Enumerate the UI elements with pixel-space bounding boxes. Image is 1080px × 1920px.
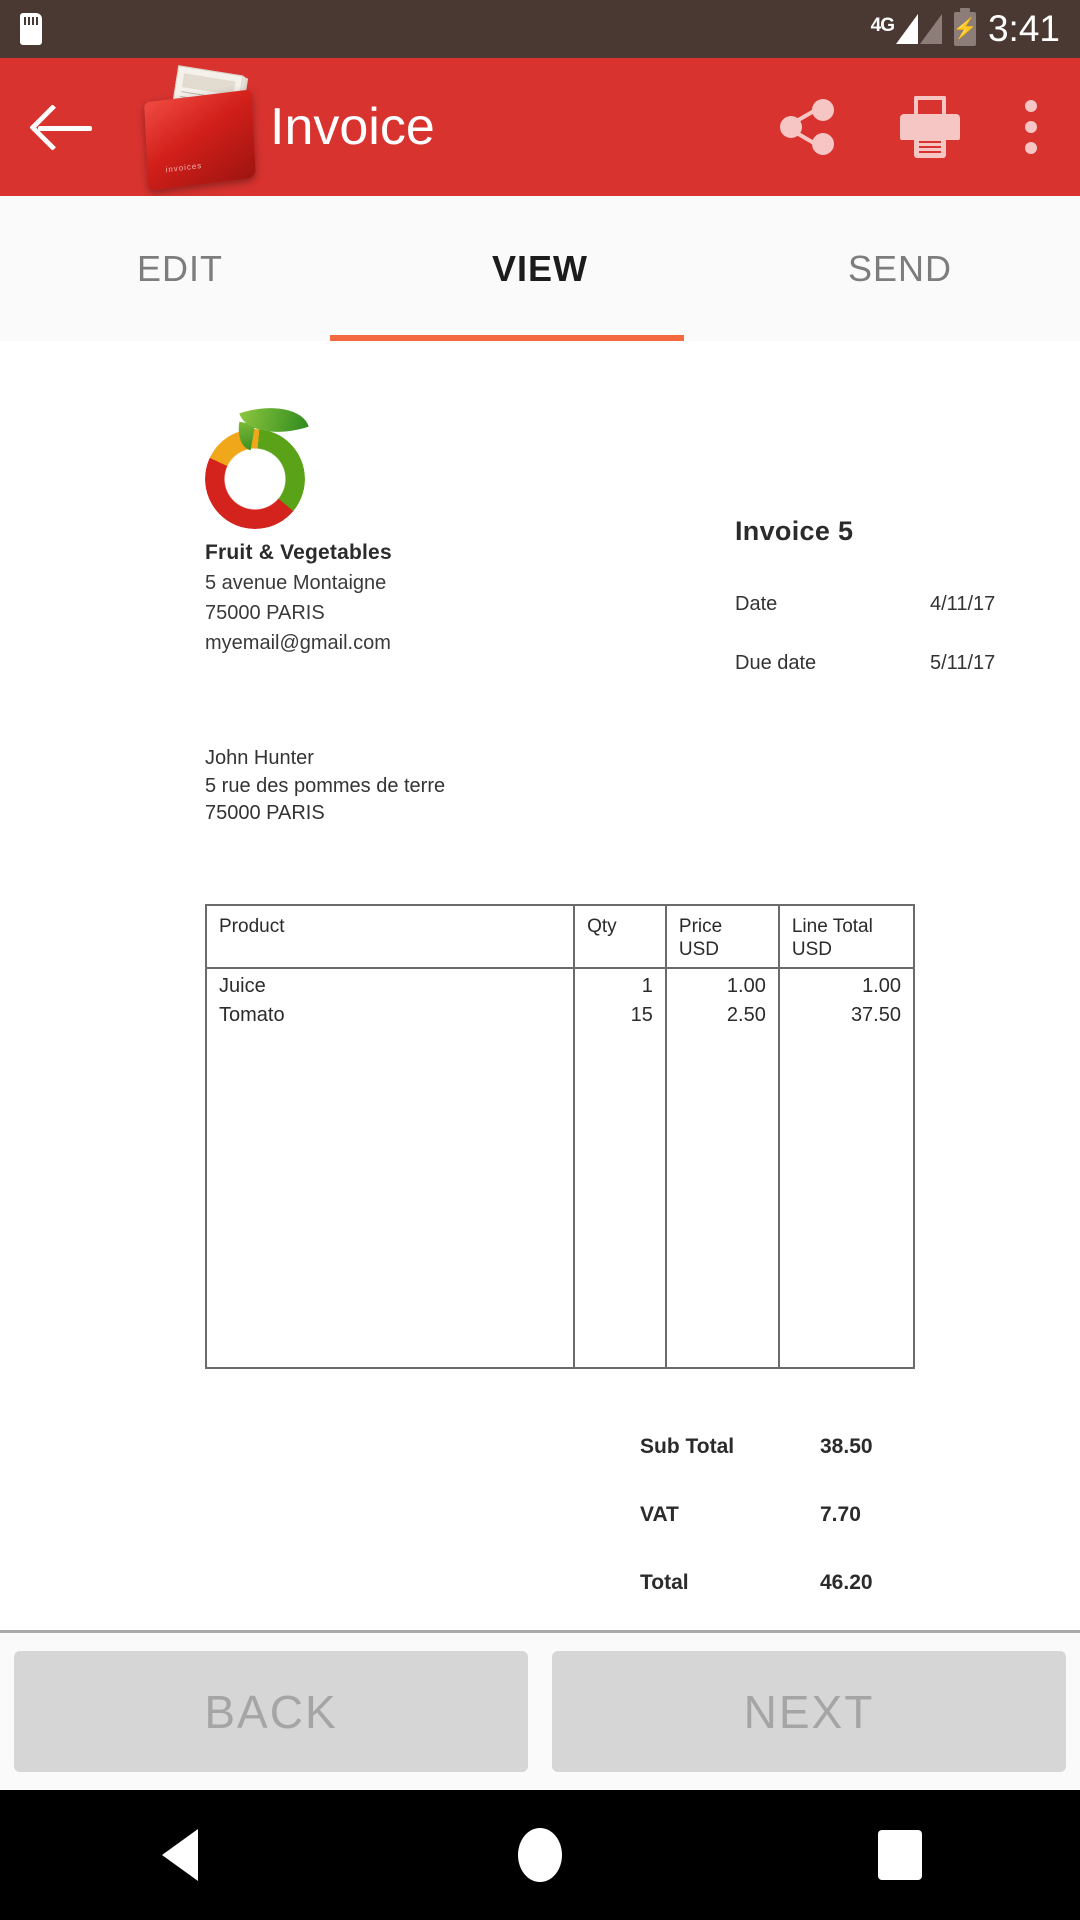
share-icon[interactable] xyxy=(778,97,838,157)
back-arrow-icon[interactable] xyxy=(34,96,96,158)
header-price xyxy=(666,906,779,968)
customer-name: John Hunter xyxy=(205,747,314,769)
subtotal-label: Sub Total xyxy=(640,1434,735,1458)
row-product: Tomato xyxy=(207,998,574,1027)
vat-label: VAT xyxy=(640,1502,679,1526)
app-bar xyxy=(0,58,1080,196)
header-price-line1: Price xyxy=(678,915,723,937)
invoice-meta-block xyxy=(735,401,1065,675)
page-title: Invoice xyxy=(270,98,435,156)
tab-bar xyxy=(0,196,1080,341)
status-bar-clock: 3:41 xyxy=(987,8,1060,49)
header-product: Product xyxy=(207,906,574,968)
company-block xyxy=(205,401,605,675)
signal-triangle-filled xyxy=(896,14,918,44)
signal-bars-icon xyxy=(871,14,942,44)
row-qty: 15 xyxy=(574,998,666,1027)
invoice-date-label: Date xyxy=(735,593,778,615)
vat-value: 7.70 xyxy=(820,1502,861,1526)
company-address-line2: 75000 PARIS xyxy=(205,602,325,624)
print-icon[interactable] xyxy=(898,96,962,158)
invoice-folder-logo xyxy=(138,68,266,186)
table-header-row xyxy=(207,906,913,968)
tab-view[interactable]: VIEW xyxy=(491,247,588,289)
header-qty: Qty xyxy=(574,906,666,968)
total-row xyxy=(640,1571,1080,1595)
android-navigation-bar xyxy=(0,1790,1080,1920)
vat-row xyxy=(640,1503,1080,1527)
invoice-document xyxy=(0,341,1080,1595)
total-label: Total xyxy=(640,1570,689,1594)
tab-edit[interactable]: EDIT xyxy=(136,247,223,289)
row-line-total: 37.50 xyxy=(850,1003,901,1026)
header-line-total-line1: Line Total xyxy=(791,915,873,937)
table-row xyxy=(207,968,913,998)
fruit-circle-logo xyxy=(201,401,313,529)
company-email: myemail@gmail.com xyxy=(205,632,391,654)
line-items-table-wrapper xyxy=(205,904,915,1369)
line-items-body xyxy=(207,968,913,1367)
android-recents-icon[interactable] xyxy=(720,1830,1080,1880)
line-items-header xyxy=(207,906,913,968)
subtotal-value: 38.50 xyxy=(820,1434,873,1458)
android-back-icon[interactable] xyxy=(0,1829,360,1881)
back-button[interactable]: BACK xyxy=(14,1651,528,1772)
row-line-total: 1.00 xyxy=(862,974,901,997)
invoice-date-value: 4/11/17 xyxy=(930,593,996,615)
network-type-label: 4G xyxy=(870,15,894,36)
invoice-number: Invoice 5 xyxy=(735,516,854,546)
invoice-due-date-value: 5/11/17 xyxy=(930,652,996,674)
table-empty-space xyxy=(207,1027,913,1367)
invoice-preview-scroll[interactable] xyxy=(0,341,1080,1630)
app-bar-actions xyxy=(778,96,1046,158)
total-value: 46.20 xyxy=(820,1570,873,1594)
next-button[interactable]: NEXT xyxy=(552,1651,1066,1772)
invoice-due-date-label: Due date xyxy=(735,652,817,674)
header-line-total-line2: USD xyxy=(791,938,832,960)
header-line-total xyxy=(779,906,913,968)
android-home-icon[interactable] xyxy=(360,1828,720,1882)
status-bar-left xyxy=(20,13,42,45)
signal-triangle-dim xyxy=(920,14,942,44)
invoice-header xyxy=(0,401,1080,675)
row-price: 1.00 xyxy=(666,968,779,998)
row-price: 2.50 xyxy=(666,998,779,1027)
wizard-button-bar xyxy=(0,1630,1080,1790)
row-qty: 1 xyxy=(574,968,666,998)
table-row xyxy=(207,998,913,1027)
subtotal-row xyxy=(640,1435,1080,1459)
battery-charging-icon: ⚡ xyxy=(954,12,976,46)
sd-card-icon xyxy=(20,13,42,45)
customer-address-line1: 5 rue des pommes de terre xyxy=(205,774,446,797)
company-address-line1: 5 avenue Montaigne xyxy=(205,572,387,594)
tab-send[interactable]: SEND xyxy=(847,247,953,289)
folder-front-icon xyxy=(144,89,256,190)
customer-address-line2: 75000 PARIS xyxy=(205,802,325,825)
customer-block xyxy=(0,745,1080,828)
invoice-date-row xyxy=(735,593,1065,616)
more-vertical-icon[interactable] xyxy=(1022,100,1040,154)
invoice-due-date-row xyxy=(735,652,1065,675)
company-name: Fruit & Vegetables xyxy=(205,541,392,564)
logo-ring xyxy=(205,429,305,529)
row-product: Juice xyxy=(207,968,574,998)
totals-block xyxy=(0,1435,1080,1595)
header-price-line2: USD xyxy=(678,938,720,960)
status-bar-right xyxy=(871,8,1060,50)
line-items-table xyxy=(207,906,913,1367)
status-bar xyxy=(0,0,1080,58)
app-brand xyxy=(138,68,435,186)
